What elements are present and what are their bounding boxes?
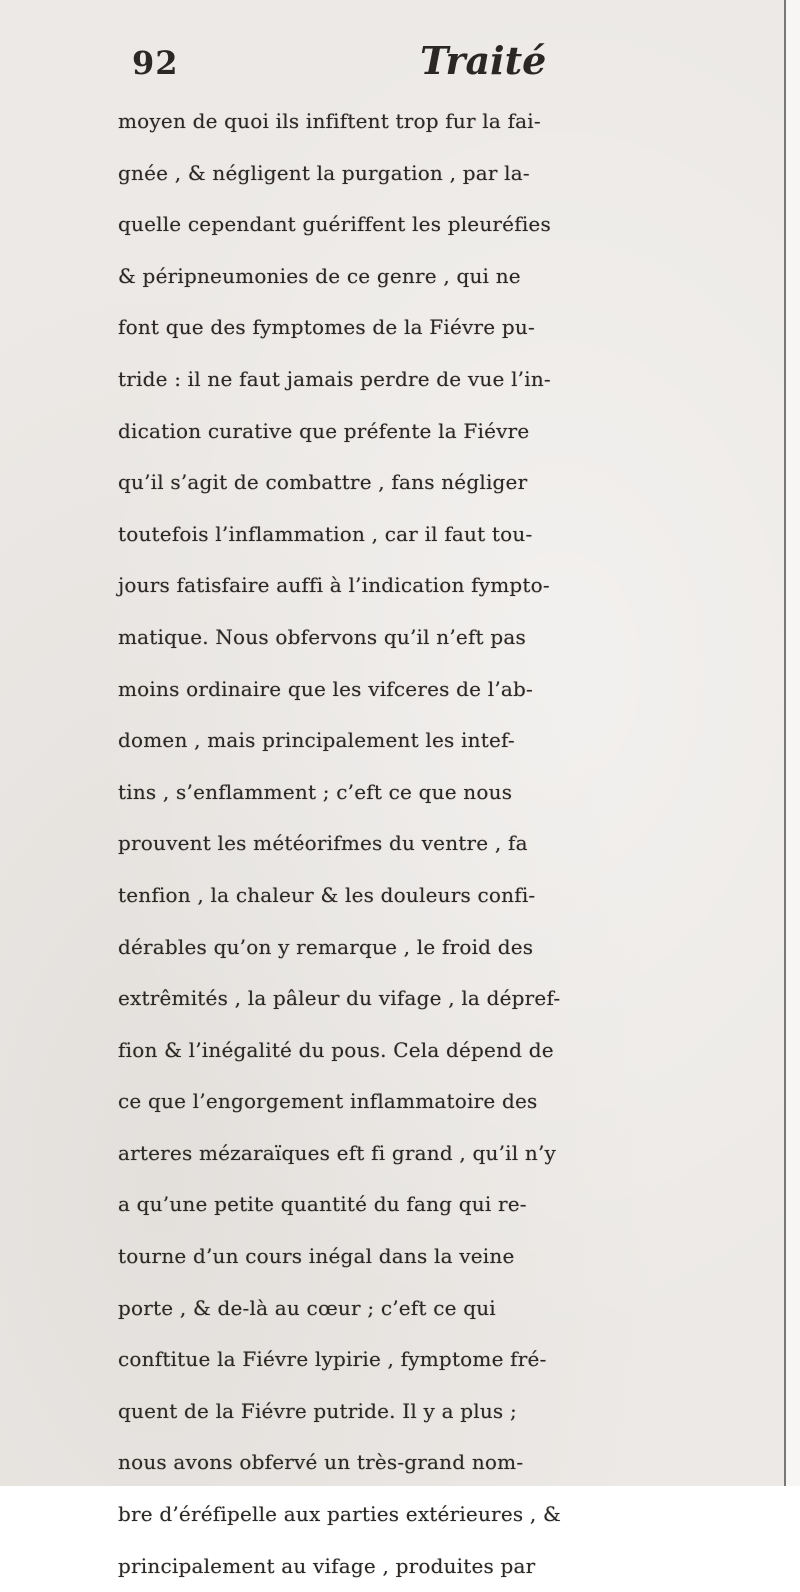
text-line: gnée , & négligent la purgation , par la- — [118, 160, 530, 185]
text-line: tourne d’un cours inégal dans la veine — [118, 1244, 515, 1269]
text-line: a qu’une petite quantité du fang qui re- — [118, 1192, 527, 1217]
text-line: extrêmités , la pâleur du vifage , la dépref- — [118, 986, 561, 1011]
text-line: dérables qu’on y remarque , le froid des — [118, 934, 534, 959]
text-line: principalement au vifage , produites par — [118, 1553, 536, 1578]
text-line: ce que l’engorgement inflammatoire des — [118, 1089, 538, 1114]
text-line: prouvent les météorifmes du ventre , fa — [118, 831, 528, 856]
text-line: matique. Nous obfervons qu’il n’eft pas — [118, 624, 526, 649]
text-line: jours fatisfaire auffi à l’indication fympto- — [118, 573, 550, 598]
text-line: nous avons obfervé un très-grand nom- — [118, 1450, 524, 1475]
text-line: tride : il ne faut jamais perdre de vue l’in- — [118, 366, 551, 391]
text-line: quelle cependant guériffent les pleuréfies — [118, 212, 551, 237]
text-line: quent de la Fiévre putride. Il y a plus ; — [118, 1398, 517, 1423]
text-line: dication curative que préfente la Fiévre — [118, 418, 530, 443]
page-header — [0, 38, 800, 82]
page-number: 92 — [132, 44, 179, 82]
text-line: arteres mézaraïques eft fi grand , qu’il n’y — [118, 1140, 557, 1165]
running-title: Traité — [420, 38, 547, 83]
text-line: tenfion , la chaleur & les douleurs confi- — [118, 882, 536, 907]
text-line: domen , mais principalement les intef- — [118, 728, 515, 753]
text-line: moins ordinaire que les vifceres de l’ab- — [118, 676, 533, 701]
text-line: toutefois l’inflammation , car il faut tou- — [118, 521, 533, 546]
body-text — [118, 96, 800, 1592]
text-line: porte , & de-là au cœur ; c’eft ce qui — [118, 1295, 496, 1320]
text-line: bre d’éréfipelle aux parties extérieures , & — [118, 1502, 561, 1527]
text-line: tins , s’enflamment ; c’eft ce que nous — [118, 779, 513, 804]
text-line: conftitue la Fiévre lypirie , fymptome fré- — [118, 1347, 547, 1372]
text-line: & péripneumonies de ce genre , qui ne — [118, 263, 521, 288]
text-line: fion & l’inégalité du pous. Cela dépend de — [118, 1037, 554, 1062]
text-line: font que des fymptomes de la Fiévre pu- — [118, 315, 535, 340]
text-line: qu’il s’agit de combattre , fans négliger — [118, 470, 528, 495]
text-line: moyen de quoi ils infiftent trop fur la fai- — [118, 109, 541, 133]
